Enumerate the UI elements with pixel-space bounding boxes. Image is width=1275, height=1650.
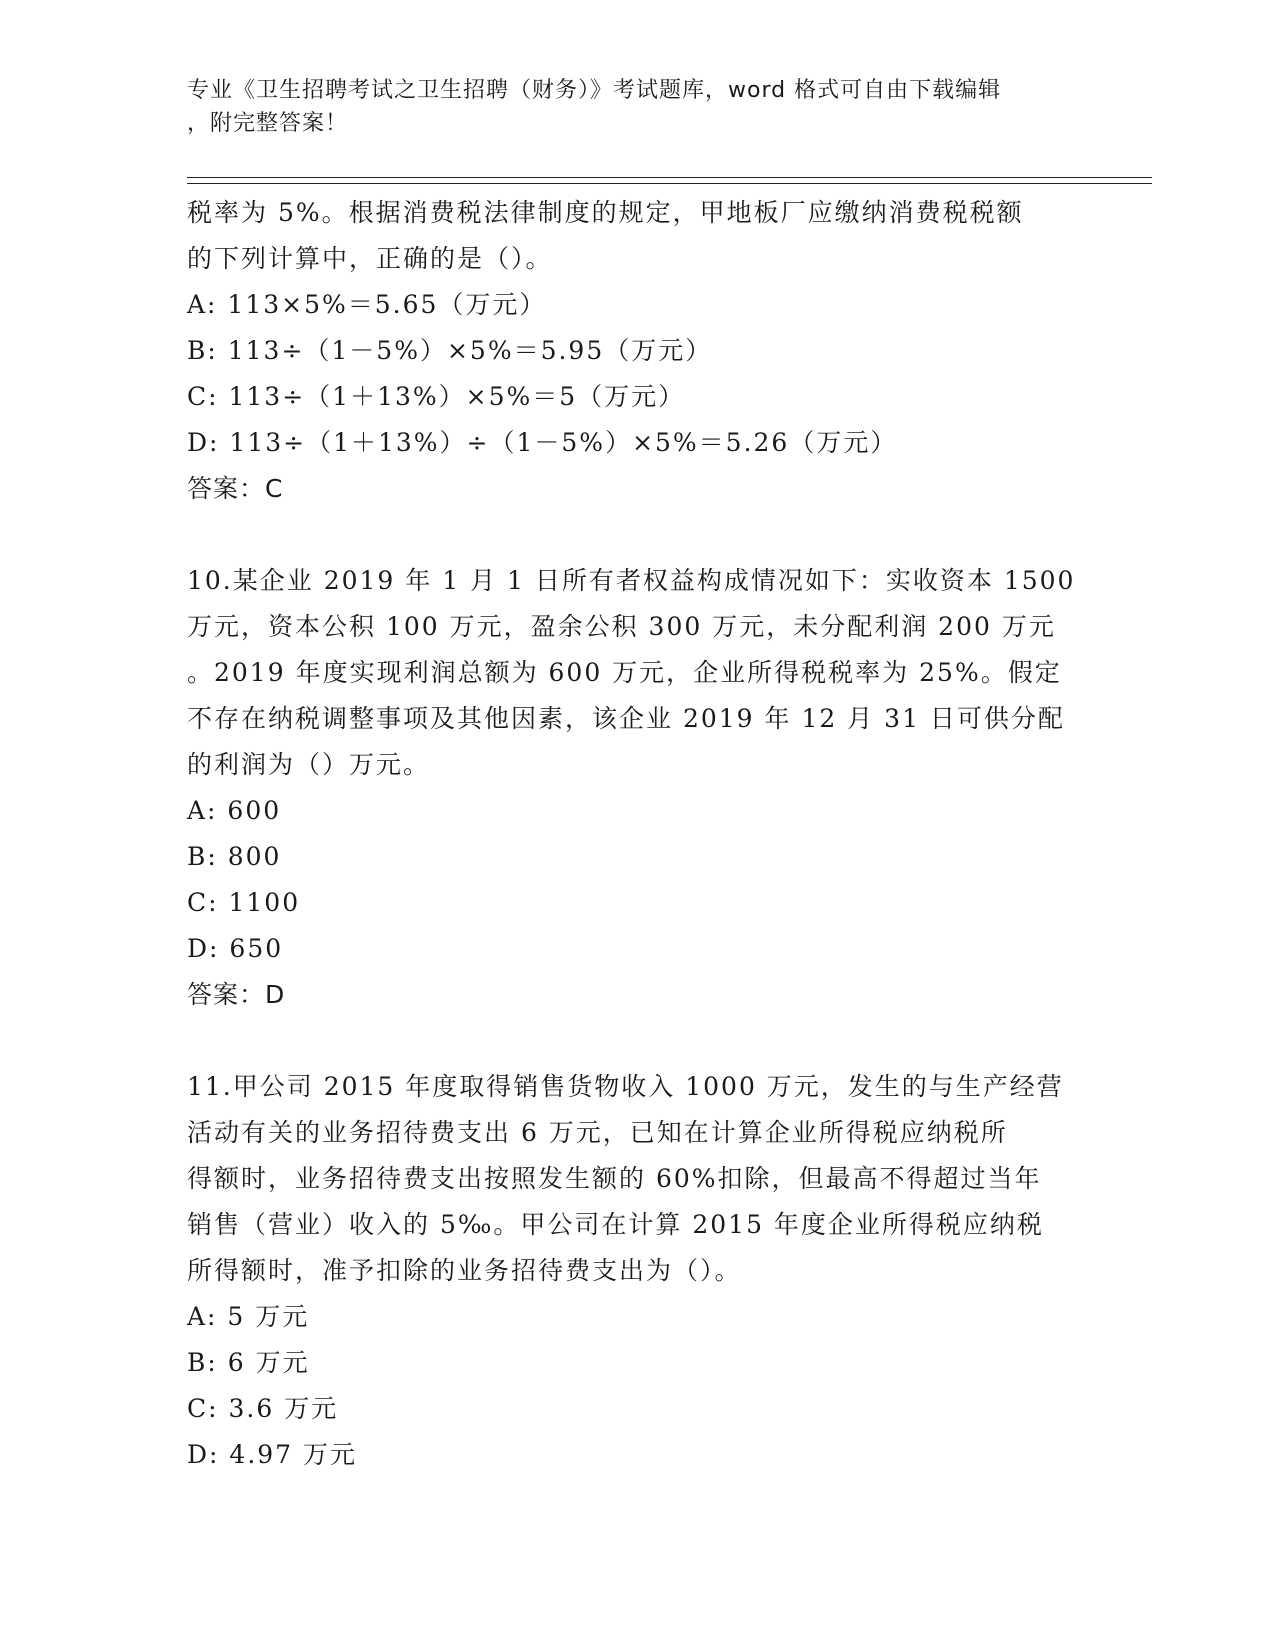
question-10-option-c: C: 1100 [187,888,301,917]
question-9 [187,190,1087,512]
spacer [187,1018,1087,1064]
question-9-option-a: A: 113×5%＝5.65（万元） [187,290,547,319]
document-header [187,74,1067,140]
question-9-text-line: 的下列计算中，正确的是（）。 [187,244,553,273]
question-11-option-d: D: 4.97 万元 [187,1440,358,1469]
question-9-option-c: C: 113÷（1＋13%）×5%＝5（万元） [187,382,686,411]
question-10-text-line: 。2019 年度实现利润总额为 600 万元，企业所得税税率为 25%。假定 [187,658,1062,687]
question-11-option-c: C: 3.6 万元 [187,1394,339,1423]
question-10-option-a: A: 600 [187,796,282,825]
question-11-text-line: 活动有关的业务招待费支出 6 万元，已知在计算企业所得税应纳税所 [187,1118,1008,1147]
question-10-text-line: 10.某企业 2019 年 1 月 1 日所有者权益构成情况如下：实收资本 1500 [187,566,1076,595]
question-11-option-a: A: 5 万元 [187,1302,310,1331]
header-line-2: ，附完整答案！ [187,111,349,136]
header-divider-top [187,177,1152,178]
question-9-answer: 答案：C [187,474,284,503]
question-11-option-b: B: 6 万元 [187,1348,310,1377]
question-10-option-b: B: 800 [187,842,282,871]
question-10-text-line: 的利润为（）万元。 [187,750,431,779]
question-11-text-line: 得额时，业务招待费支出按照发生额的 60%扣除，但最高不得超过当年 [187,1164,1042,1193]
spacer [187,512,1087,558]
document-body [187,190,1087,1478]
question-10 [187,558,1087,1018]
question-11-text-line: 所得额时，准予扣除的业务招待费支出为（）。 [187,1256,742,1285]
question-10-text-line: 不存在纳税调整事项及其他因素，该企业 2019 年 12 月 31 日可供分配 [187,704,1065,733]
question-10-text-line: 万元，资本公积 100 万元，盈余公积 300 万元，未分配利润 200 万元 [187,612,1056,641]
header-line-1: 专业《卫生招聘考试之卫生招聘（财务）》考试题库，word 格式可自由下载编辑 [187,78,1002,103]
question-11 [187,1064,1087,1478]
question-9-option-d: D: 113÷（1＋13%）÷（1－5%）×5%＝5.26（万元） [187,428,898,457]
question-11-text-line: 销售（营业）收入的 5‰。甲公司在计算 2015 年度企业所得税应纳税 [187,1210,1044,1239]
question-11-text-line: 11.甲公司 2015 年度取得销售货物收入 1000 万元，发生的与生产经营 [187,1072,1064,1101]
question-9-option-b: B: 113÷（1－5%）×5%＝5.95（万元） [187,336,713,365]
question-9-text-line: 税率为 5%。根据消费税法律制度的规定，甲地板厂应缴纳消费税税额 [187,198,1024,227]
question-10-option-d: D: 650 [187,934,284,963]
header-divider-bottom [187,183,1152,184]
question-10-answer: 答案：D [187,980,286,1009]
